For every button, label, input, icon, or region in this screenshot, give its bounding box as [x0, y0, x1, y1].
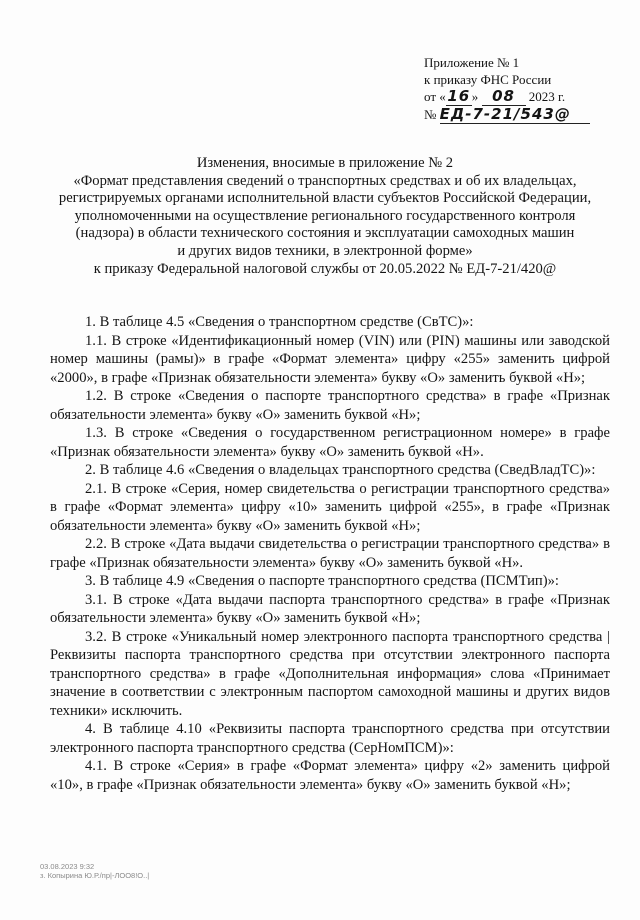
- paragraph: 1.3. В строке «Сведения о государственном регистрационном номере» в графе «Признак обязательности элемента» букву «О» заменить буквой «Н».: [50, 425, 610, 460]
- title-line: (надзора) в области технического состояния и эксплуатации самоходных машин: [75, 225, 575, 242]
- section-heading: 2. В таблице 4.6 «Сведения о владельцах транспортного средства (СведВладТС)»:: [85, 462, 596, 478]
- stamp-number: ЕД-7-21/543@: [440, 106, 590, 124]
- document-title: [40, 155, 610, 278]
- title-line: уполномоченными на осуществление регионального государственного контроля: [74, 207, 576, 224]
- section-heading: 1. В таблице 4.5 «Сведения о транспортном средстве (СвТС)»:: [85, 314, 474, 330]
- stamp-date-year: 2023 г.: [528, 89, 566, 104]
- approval-stamp: [424, 54, 590, 124]
- paragraph: 2.1. В строке «Серия, номер свидетельства о регистрации транспортного средства» в графе «Формат элемента» цифру «10» заменить цифрой «255», в графе «Признак обязательности элемента» букву «О» заменить буквой «Н»;: [50, 480, 610, 534]
- stamp-date-mid: »: [471, 89, 479, 104]
- stamp-number-prefix: №: [424, 107, 437, 122]
- paragraph: 1.1. В строке «Идентификационный номер (VIN) или (PIN) машины или заводской номер машины (рамы)» в графе «Формат элемента» цифру «255» заменить цифрой «2000», в графе «Признак обязательности элемента» букву «О» заменить буквой «Н»;: [50, 332, 610, 386]
- stamp-date-month: 08: [482, 88, 526, 106]
- section-heading: 3. В таблице 4.9 «Сведения о паспорте транспортного средства (ПСМТип)»:: [85, 573, 559, 589]
- footer-note: [40, 862, 149, 880]
- stamp-date-day: 16: [447, 87, 471, 105]
- paragraph: 4.1. В строке «Серия» в графе «Формат элемента» цифру «2» заменить цифрой «10», в графе «Признак обязательности элемента» букву «О» заменить буквой «Н»;: [50, 758, 610, 793]
- stamp-number-line: [424, 106, 590, 124]
- title-line: Изменения, вносимые в приложение № 2: [196, 155, 454, 171]
- stamp-order-label: к приказу ФНС России: [424, 72, 552, 87]
- paragraph: 3.2. В строке «Уникальный номер электронного паспорта транспортного средства | Реквизиты паспорта транспортного средства при отсутствии электронного паспорта транспортного средства» в графе «Дополнительная информация» слова «Принимает значение в соответствии с электронным паспортом самоходной машины и других видов техники» исключить.: [50, 628, 610, 719]
- paragraph: 2.2. В строке «Дата выдачи свидетельства о регистрации транспортного средства» в графе «Признак обязательности элемента» букву «О» заменить буквой «Н».: [50, 536, 610, 571]
- section-heading: 4. В таблице 4.10 «Реквизиты паспорта транспортного средства при отсутствии электронного паспорта транспортного средства (СерНомПСМ)»:: [50, 721, 610, 756]
- title-line: регистрируемых органами исполнительной власти субъектов Российской Федерации,: [58, 190, 592, 207]
- paragraph: 1.2. В строке «Сведения о паспорте транспортного средства» в графе «Признак обязательности элемента» букву «О» заменить буквой «Н»;: [50, 388, 610, 423]
- stamp-date-line: [424, 88, 590, 106]
- title-line: и других видов техники, в электронной форме»: [177, 242, 473, 259]
- stamp-appendix-label: Приложение № 1: [424, 55, 520, 70]
- paragraph: 3.1. В строке «Дата выдачи паспорта транспортного средства» в графе «Признак обязательности элемента» букву «О» заменить буквой «Н»;: [50, 591, 610, 626]
- footer-line: 03.08.2023 9:32: [40, 862, 95, 871]
- document-body: [50, 313, 610, 794]
- title-line: к приказу Федеральной налоговой службы от 20.05.2022 № ЕД-7-21/420@: [93, 260, 557, 277]
- footer-line: з. Копырина Ю.Р./пр|-ЛОО8!О..|: [40, 871, 150, 880]
- stamp-date-prefix: от «: [424, 89, 446, 104]
- title-line: «Формат представления сведений о транспортных средствах и об их владельцах,: [73, 172, 577, 189]
